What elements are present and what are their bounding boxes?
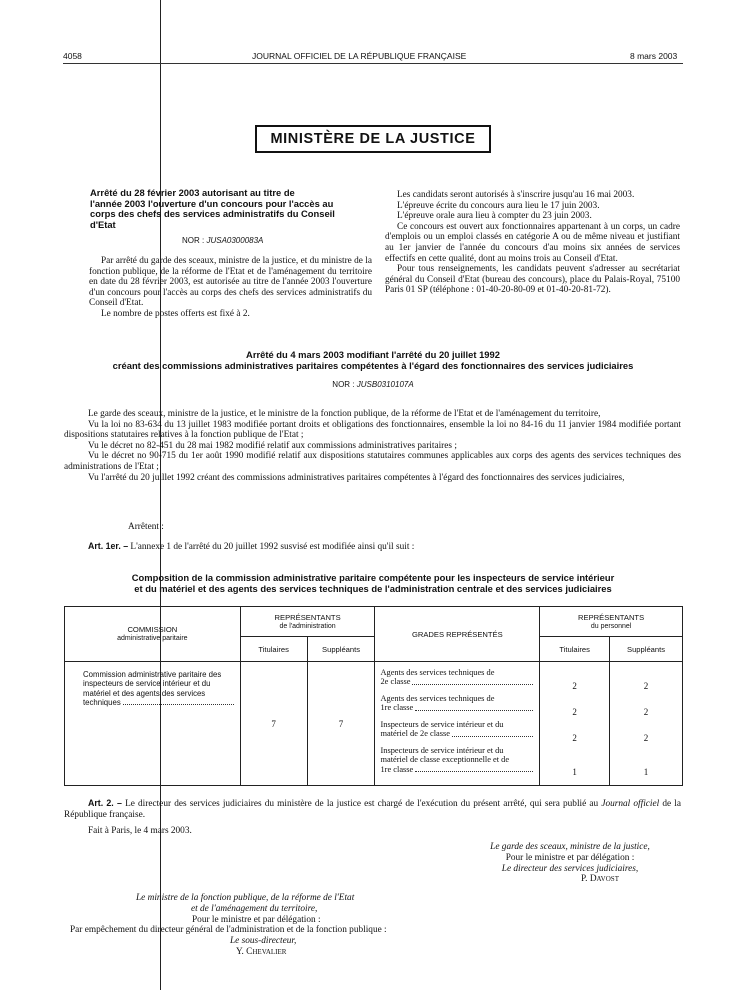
arrete1-title-line: d'Etat xyxy=(90,218,116,230)
grade-entry xyxy=(380,694,535,720)
journal-title: JOURNAL OFFICIEL DE LA RÉPUBLIQUE FRANÇAISE xyxy=(252,51,467,61)
composition-table xyxy=(64,606,683,786)
paragraph: L'épreuve écrite du concours aura lieu le 17 juin 2003. xyxy=(397,200,600,211)
personnel-suppleants: 2 xyxy=(643,681,649,691)
art1-label: Art. 1er. – xyxy=(88,541,129,551)
personnel-titulaires: 2 xyxy=(572,681,577,691)
personnel-titulaires: 1 xyxy=(572,767,577,777)
paragraph: L'épreuve orale aura lieu à compter du 23 juin 2003. xyxy=(397,211,592,222)
personnel-titulaires: 2 xyxy=(572,733,577,743)
sig-line: Pour le ministre et par délégation : xyxy=(505,852,635,863)
paragraph: Le nombre de postes offerts est fixé à 2. xyxy=(101,308,250,319)
arrete2-visas xyxy=(64,409,681,483)
personnel-titulaires: 2 xyxy=(572,707,577,717)
arrete2-title-line2: créant des commissions administratives paritaires compétentes à l'égard des fonctionnaires des services judiciaires xyxy=(112,359,634,371)
sig-title: Le garde des sceaux, ministre de la justice, xyxy=(490,842,650,852)
arrete2-nor xyxy=(63,380,683,389)
dot-leader xyxy=(415,710,533,711)
grade-line: matériel de 2e classe xyxy=(380,729,451,739)
arrete2-title xyxy=(63,350,683,371)
nor-code: JUSA0300083A xyxy=(206,236,264,245)
signature-left xyxy=(60,893,480,958)
col-personnel-line2: du personnel xyxy=(590,622,632,630)
signatory-name: Y. Chevalier xyxy=(236,946,287,957)
col-commission xyxy=(65,607,241,662)
sig-line xyxy=(60,936,480,947)
scan-line xyxy=(160,0,161,990)
col-admin xyxy=(240,607,375,637)
commission-line: techniques xyxy=(83,697,121,707)
commission-line: matériel et des agents des services xyxy=(83,688,206,698)
signature-right xyxy=(440,842,700,885)
sig-line: Par empêchement du directeur général de l'administration et de la fonction publique : xyxy=(70,925,387,936)
grade-line: Agents des services techniques de xyxy=(380,668,495,677)
arrete2-title-line1: Arrêté du 4 mars 2003 modifiant l'arrêté du 20 juillet 1992 xyxy=(246,349,500,360)
issue-date: 8 mars 2003 xyxy=(630,51,678,61)
arretent: Arrêtent : xyxy=(128,522,164,532)
grade-line: 2e classe xyxy=(380,677,411,687)
subcol-suppleants: Suppléants xyxy=(307,637,375,662)
col-personnel xyxy=(540,607,683,637)
paragraph: Vu la loi no 83-634 du 13 juillet 1983 modifiée portant droits et obligations des fonctionnaires, ensemble la loi no 84-16 du 11 janvier 1984 modifiée portant dispositions statutaires relatives à la fonction publique de l'Etat ; xyxy=(64,419,681,441)
grade-entry xyxy=(380,720,535,746)
dot-leader xyxy=(415,771,533,772)
arrete1-title xyxy=(90,188,370,230)
sig-name xyxy=(440,874,700,885)
arrete1-right-text xyxy=(385,190,680,296)
subcol-suppleants: Suppléants xyxy=(610,637,683,662)
admin-titulaires: 7 xyxy=(240,662,307,786)
composition-title xyxy=(63,573,683,594)
page-number: 4058 xyxy=(63,51,82,61)
paragraph: Ce concours est ouvert aux fonctionnaires appartenant à un corps, un cadre d'emplois ou un emploi classés en catégorie A ou de même niveau et justifiant au 1er janvier de l'année du concours d'au moins six années de services effectifs en cette qualité, dont au moins trois au Conseil d'Etat. xyxy=(385,221,680,264)
arrete1-title-line: l'année 2003 l'ouverture d'un concours pour l'accès au xyxy=(90,197,334,209)
arrete1-title-line: corps des chefs des services administratifs du Conseil xyxy=(90,208,335,219)
subcol-titulaires: Titulaires xyxy=(540,637,610,662)
sig-title: et de l'aménagement du territoire, xyxy=(191,903,318,914)
col-commission-line2: administrative paritaire xyxy=(117,635,188,642)
paragraph: Pour tous renseignements, les candidats peuvent s'adresser au secrétariat général du Conseil d'Etat (bureau des concours), place du Palais-Royal, 75100 Paris 01 SP (téléphone : 01-40-20-80-09 et 01-40-20-81-72). xyxy=(385,264,680,296)
paragraph: Vu le décret no 82-451 du 28 mai 1982 modifié relatif aux commissions administratives paritaires ; xyxy=(88,440,457,451)
sig-line xyxy=(60,904,480,915)
arrete1-left-text xyxy=(89,256,372,320)
sig-line xyxy=(440,864,700,875)
commission-name-cell xyxy=(65,662,241,786)
paragraph: Vu l'arrêté du 20 juillet 1992 créant des commissions administratives paritaires compétentes à l'égard des fonctionnaires des services judiciaires, xyxy=(88,472,625,483)
arrete1-nor xyxy=(182,236,263,245)
article-1 xyxy=(88,541,681,553)
grade-line: 1re classe xyxy=(380,703,414,713)
personnel-suppleants: 1 xyxy=(643,767,649,777)
art2-label: Art. 2. – xyxy=(88,798,122,808)
article-2 xyxy=(64,798,681,820)
col-admin-line1: REPRÉSENTANTS xyxy=(274,612,341,622)
commission-line: inspecteurs de service intérieur et du xyxy=(83,679,211,689)
ministry-title: MINISTÈRE DE LA JUSTICE xyxy=(270,131,476,147)
paragraph: Le garde des sceaux, ministre de la justice, et le ministre de la fonction publique, de la réforme de l'Etat et de l'aménagement du territoire, xyxy=(88,409,601,419)
col-admin-line2: de l'administration xyxy=(279,622,336,630)
grade-entry xyxy=(380,668,535,694)
personnel-titulaires-cell xyxy=(540,662,610,786)
art2-italic: Journal officiel xyxy=(601,799,660,809)
sig-title: Le directeur des services judiciaires, xyxy=(501,863,639,874)
paragraph: Vu le décret no 90-715 du 1er août 1990 modifié relatif aux dispositions statutaires communes applicables aux corps des agents des services techniques des administrations de l'Etat ; xyxy=(64,451,681,472)
nor-label: NOR : xyxy=(332,380,357,389)
ministry-box xyxy=(255,125,491,153)
grade-line: Agents des services techniques de xyxy=(380,694,495,703)
col-commission-line1: COMMISSION xyxy=(127,625,178,634)
grade-entry xyxy=(380,746,535,780)
grades-cell xyxy=(375,662,540,786)
header-rule xyxy=(63,63,683,64)
col-personnel-line1: REPRÉSENTANTS xyxy=(578,612,645,622)
paragraph: Les candidats seront autorisés à s'inscrire jusqu'au 16 mai 2003. xyxy=(397,190,635,200)
col-grades: GRADES REPRÉSENTÉS xyxy=(375,607,540,662)
composition-line1: Composition de la commission administrative paritaire compétente pour les inspecteurs de service intérieur xyxy=(131,572,615,583)
composition-line2: et du matériel et des agents des services techniques de l'administration centrale et des services judiciaires xyxy=(134,582,612,594)
dot-leader xyxy=(412,684,533,685)
sig-name xyxy=(60,947,480,958)
art2-text-a: Le directeur des services judiciaires du ministère de la justice est chargé de l'exécution du présent arrêté, qui sera publié au xyxy=(121,799,602,809)
sig-line xyxy=(60,893,480,904)
art2-text-b: de la République française. xyxy=(64,799,681,820)
personnel-suppleants: 2 xyxy=(643,707,649,717)
nor-code: JUSB0310107A xyxy=(356,380,414,389)
sig-line xyxy=(440,842,700,853)
signatory-name: P. Davost xyxy=(581,874,619,885)
subcol-titulaires: Titulaires xyxy=(240,637,307,662)
dot-leader xyxy=(452,736,533,737)
personnel-suppleants: 2 xyxy=(643,733,649,743)
grade-line: 1re classe xyxy=(380,764,414,774)
admin-suppleants: 7 xyxy=(307,662,375,786)
commission-line: Commission administrative paritaire des xyxy=(83,670,222,679)
nor-label: NOR : xyxy=(182,236,207,245)
arrete1-title-line: Arrêté du 28 février 2003 autorisant au titre de xyxy=(90,187,295,198)
grade-line: Inspecteurs de service intérieur et du xyxy=(380,720,504,729)
paragraph: Par arrêté du garde des sceaux, ministre de la justice, et du ministre de la fonction publique, de la réforme de l'Etat et de l'aménagement du territoire en date du 28 février 2003, est autorisée au titre de l'année 2003 l'ouverture d'un concours pour l'accès au corps des chefs des services administratifs du Conseil d'Etat. xyxy=(89,256,372,309)
personnel-suppleants-cell xyxy=(610,662,683,786)
sig-title: Le ministre de la fonction publique, de la réforme de l'Etat xyxy=(136,893,355,903)
dot-leader xyxy=(123,704,234,705)
fait-a-paris: Fait à Paris, le 4 mars 2003. xyxy=(88,826,192,836)
sig-title: Le sous-directeur, xyxy=(230,936,297,947)
sig-line: Pour le ministre et par délégation : xyxy=(192,914,321,925)
grade-line: Inspecteurs de service intérieur et du xyxy=(380,746,504,755)
art1-text: L'annexe 1 de l'arrêté du 20 juillet 1992 susvisé est modifiée ainsi qu'il suit : xyxy=(128,542,415,552)
grade-line: matériel de classe exceptionnelle et de xyxy=(380,755,510,765)
